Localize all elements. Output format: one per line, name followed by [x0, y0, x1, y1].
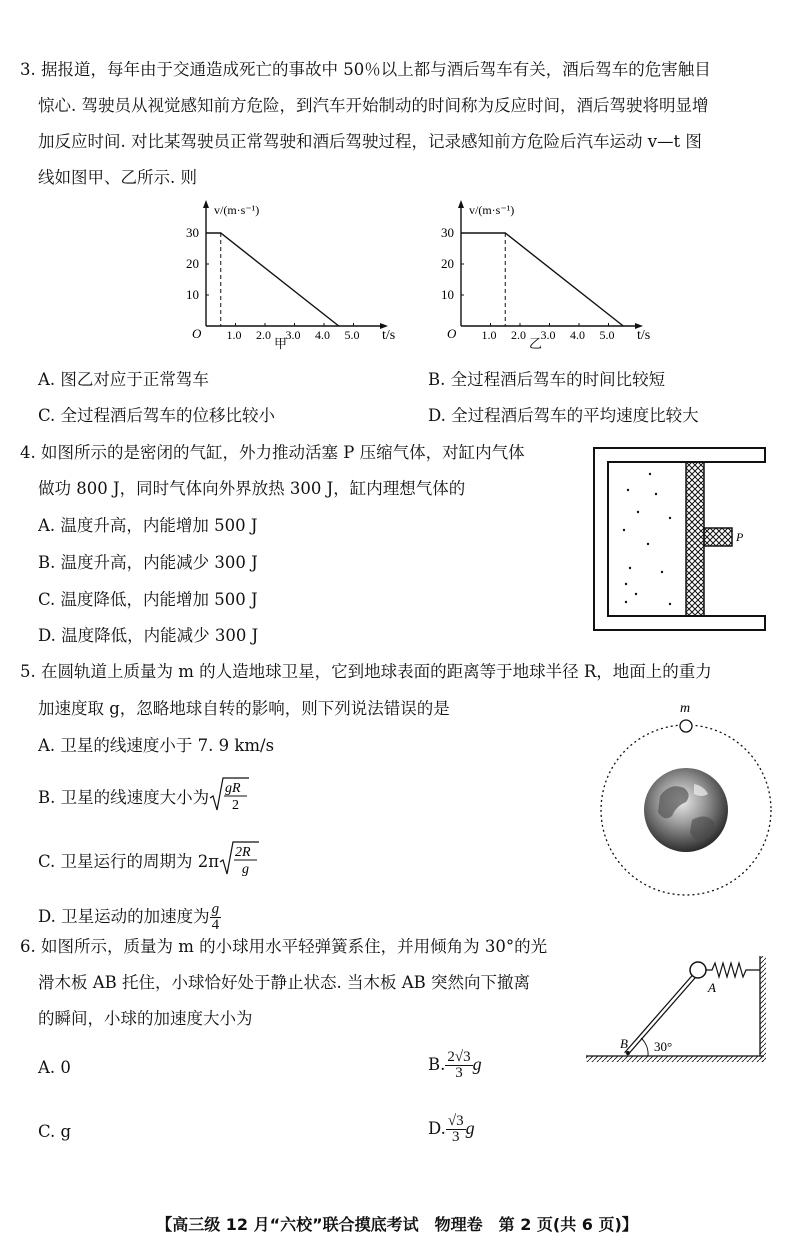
y-tick-label: 20	[186, 256, 199, 271]
y-tick-label: 30	[186, 225, 199, 240]
origin-label: O	[192, 326, 202, 341]
q4-option-d[interactable]: D. 温度降低，内能减少 300 J	[38, 626, 259, 645]
piston-label: P	[736, 530, 744, 544]
q6-d-num: √3	[447, 1113, 464, 1129]
footer: 【高三级 12 月“六校”联合摸底考试 物理卷 第 2 页(共 6 页)】	[156, 1215, 638, 1234]
wall	[760, 956, 766, 1062]
piston-rod	[704, 528, 732, 546]
q3-line4: 线如图甲、乙所示. 则	[38, 168, 197, 187]
q3-option-b[interactable]: B. 全过程酒后驾车的时间比较短	[428, 370, 666, 389]
chart-caption: 甲	[274, 336, 288, 351]
gas-molecules	[623, 473, 671, 605]
satellite-icon	[680, 720, 692, 732]
label-a: A	[708, 980, 716, 995]
q5-b-den: 2	[232, 798, 240, 813]
ball	[690, 962, 706, 978]
chart-caption: 乙	[529, 336, 543, 351]
q5-option-a[interactable]: A. 卫星的线速度小于 7. 9 km/s	[38, 736, 275, 755]
q6-b-num: 2√3	[447, 1049, 471, 1065]
velocity-series-line	[206, 233, 339, 326]
x-tick-label: 4.0	[570, 328, 585, 342]
x-tick-label: 1.0	[481, 328, 497, 342]
origin-label: O	[447, 326, 457, 341]
spring	[706, 963, 760, 977]
q5-option-b[interactable]	[38, 776, 249, 821]
angle-arc	[641, 1038, 648, 1056]
q6-option-c[interactable]: C. g	[38, 1122, 72, 1141]
q5-option-c[interactable]	[38, 840, 259, 885]
x-tick-label: 1.0	[226, 328, 242, 342]
earth-icon	[644, 768, 728, 852]
q5-b-num: gR	[225, 781, 241, 796]
q4-option-b[interactable]: B. 温度升高，内能减少 300 J	[38, 553, 258, 572]
chart-yi	[425, 196, 655, 356]
q3-line2: 惊心. 驾驶员从视觉感知前方危险，到汽车开始制动的时间称为反应时间，酒后驾驶将明显增	[38, 96, 709, 115]
q6-option-d-suffix: g	[465, 1118, 475, 1138]
q6-line2: 滑木板 AB 托住，小球恰好处于静止状态. 当木板 AB 突然向下撤离	[38, 973, 531, 992]
chart-jia	[170, 196, 400, 356]
q5-c-den: g	[242, 862, 250, 877]
angle-label: 30°	[654, 1039, 673, 1054]
x-tick-label: 5.0	[344, 328, 360, 342]
fraction	[210, 902, 222, 933]
q6-option-b-prefix: B.	[428, 1055, 446, 1074]
y-axis-arrow	[203, 200, 209, 208]
incline-spring-figure	[584, 950, 774, 1070]
fraction	[445, 1050, 472, 1081]
orbit-figure	[596, 696, 778, 906]
q4-option-a[interactable]: A. 温度升高，内能增加 500 J	[38, 516, 258, 535]
x-tick-label: 2.0	[511, 328, 526, 342]
y-axis-label: v/(m·s⁻¹)	[214, 203, 260, 217]
q6-option-d[interactable]	[428, 1114, 475, 1145]
q6-option-d-prefix: D.	[428, 1119, 446, 1138]
x-tick-label: 4.0	[315, 328, 330, 342]
fraction	[446, 1114, 466, 1145]
ground	[586, 1056, 764, 1062]
x-axis-label: t/s	[382, 328, 396, 343]
q5-option-c-text: C. 卫星运行的周期为 2π	[38, 852, 220, 871]
q5-c-num: 2R	[235, 845, 251, 860]
q3-option-a[interactable]: A. 图乙对应于正常驾车	[38, 370, 209, 389]
q5-d-den: 4	[211, 917, 220, 933]
sqrt-expression	[209, 776, 249, 821]
q3-option-d[interactable]: D. 全过程酒后驾车的平均速度比较大	[428, 406, 699, 425]
q4-option-c[interactable]: C. 温度降低，内能增加 500 J	[38, 590, 258, 609]
q4-line2: 做功 800 J，同时气体向外界放热 300 J，缸内理想气体的	[38, 479, 466, 498]
q5-option-d-text: D. 卫星运动的加速度为	[38, 907, 210, 926]
label-b: B	[620, 1036, 628, 1051]
x-axis-label: t/s	[637, 328, 651, 343]
q6-d-den: 3	[452, 1129, 460, 1145]
q6-option-b[interactable]	[428, 1050, 482, 1081]
q6-option-a[interactable]: A. 0	[38, 1058, 71, 1077]
y-tick-label: 10	[186, 287, 199, 302]
q3-option-c[interactable]: C. 全过程酒后驾车的位移比较小	[38, 406, 276, 425]
x-tick-label: 3.0	[540, 328, 556, 342]
x-tick-label: 2.0	[256, 328, 271, 342]
q6-option-b-suffix: g	[472, 1054, 482, 1074]
q5-d-num: g	[211, 901, 220, 917]
q6-line3: 的瞬间，小球的加速度大小为	[38, 1009, 253, 1028]
satellite-label: m	[680, 701, 691, 716]
velocity-series-line	[461, 233, 623, 326]
y-axis-arrow	[458, 200, 464, 208]
y-tick-label: 30	[441, 225, 454, 240]
sqrt-expression	[219, 840, 259, 885]
q5-line1: 5. 在圆轨道上质量为 m 的人造地球卫星，它到地球表面的距离等于地球半径 R，地面上的重力	[20, 662, 712, 681]
cylinder-figure	[590, 444, 770, 634]
y-tick-label: 20	[441, 256, 454, 271]
q3-line1: 3. 据报道，每年由于交通造成死亡的事故中 50％以上都与酒后驾车有关，酒后驾车的危害触目	[20, 60, 711, 79]
q5-option-d[interactable]	[38, 902, 221, 933]
y-axis-label: v/(m·s⁻¹)	[469, 203, 515, 217]
y-tick-label: 10	[441, 287, 454, 302]
q6-b-den: 3	[455, 1065, 463, 1081]
q4-line1: 4. 如图所示的是密闭的气缸，外力推动活塞 P 压缩气体，对缸内气体	[20, 443, 525, 462]
q6-line1: 6. 如图所示，质量为 m 的小球用水平轻弹簧系住，并用倾角为 30°的光	[20, 937, 548, 956]
piston	[686, 462, 704, 616]
q3-line3: 加反应时间. 对比某驾驶员正常驾驶和酒后驾驶过程，记录感知前方危险后汽车运动 v—t 图	[38, 132, 702, 151]
x-tick-label: 5.0	[599, 328, 615, 342]
x-tick-label: 3.0	[285, 328, 301, 342]
q5-line2: 加速度取 g，忽略地球自转的影响，则下列说法错误的是	[38, 699, 450, 718]
q5-option-b-text: B. 卫星的线速度大小为	[38, 788, 210, 807]
